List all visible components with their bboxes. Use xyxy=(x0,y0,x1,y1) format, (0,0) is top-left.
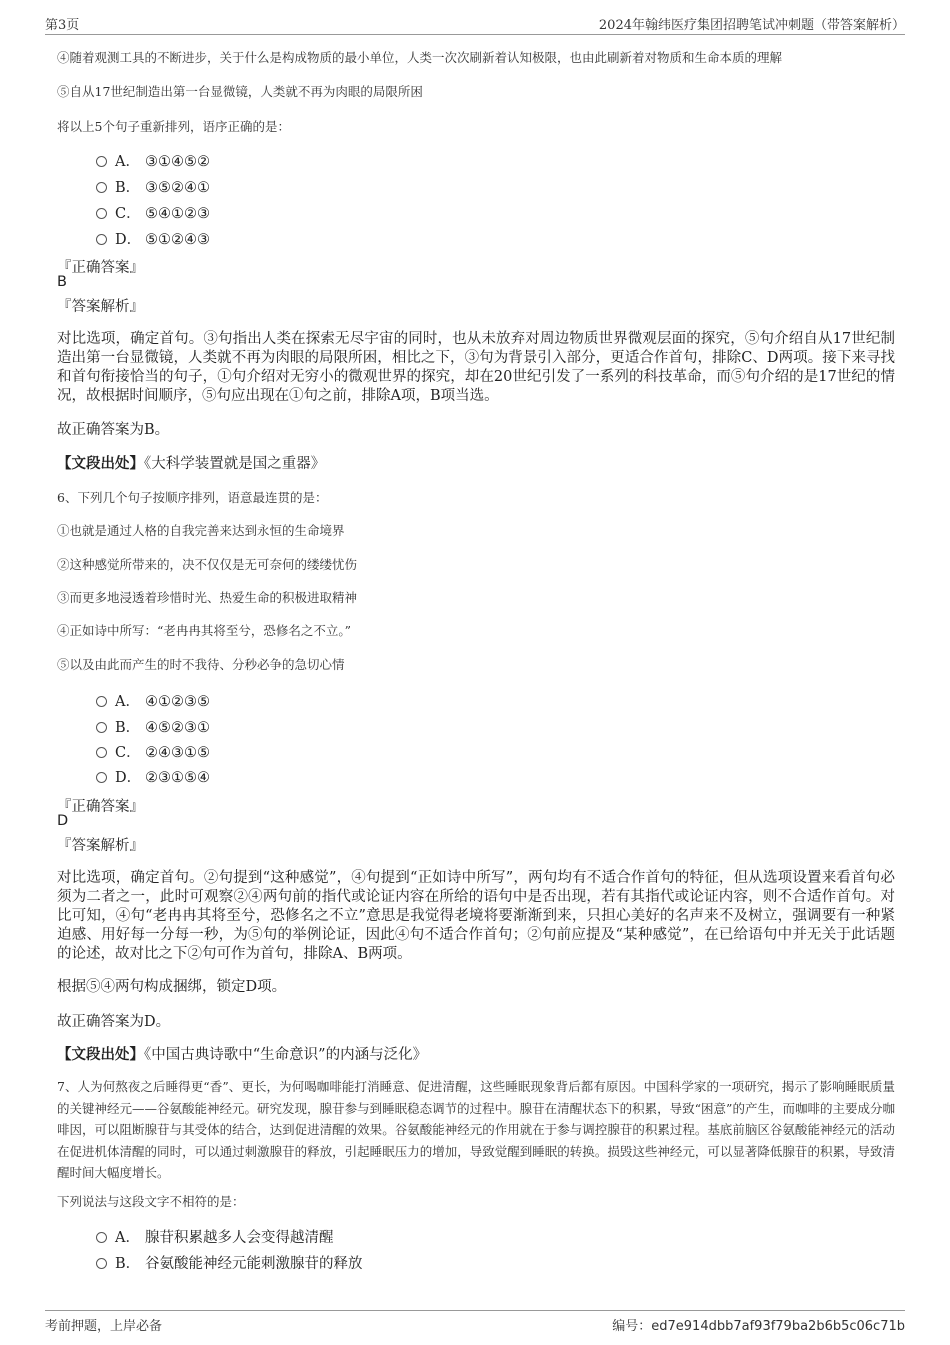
q6-sentence-5: ⑤以及由此而产生的时不我待、分秒必争的急切心情 xyxy=(57,657,345,672)
q7-prompt: 下列说法与这段文字不相符的是： xyxy=(57,1194,245,1209)
radio-icon[interactable] xyxy=(96,696,107,707)
q5-prompt: 将以上5个句子重新排列，语序正确的是： xyxy=(57,119,290,134)
q6-analysis: 对比选项，确定首句。②句提到“这种感觉”，④句提到“正如诗中所写”，两句均有不适合作首句的特征，但从选项设置来看首句必须为二者之一，此时可观察②④两句前的指代或论证内容在所给的语句中是否出现，若有其指代或论证内容，则不合适作首句。对比可知，④句“老冉冉其将至兮，恐修名之不立”意思是我觉得老境将要渐渐到来，只担心美好的名声来不及树立，强调要有一种紧迫感、用好每一分每一秒，为⑤句的举例论证，因此④句不适合作首句；②句前应提及“某种感觉”，在已给语句中并无关于此话题的论述，故对比之下②句可作为首句，排除A、B两项。 xyxy=(57,870,895,962)
q6-source xyxy=(57,1043,427,1064)
q6-sentence-1: ①也就是通过人格的自我完善来达到永恒的生命境界 xyxy=(57,523,345,538)
radio-icon[interactable] xyxy=(96,1258,107,1269)
q6-option-d[interactable]: D． ②③①⑤④ xyxy=(96,766,210,787)
radio-icon[interactable] xyxy=(96,772,107,783)
q7-option-a[interactable]: A． 腺苷积累越多人会变得越清醒 xyxy=(96,1226,334,1247)
q5-option-c[interactable]: C． ⑤④①②③ xyxy=(96,202,210,223)
q6-answer: D xyxy=(57,813,69,829)
q6-answer-label: 『正确答案』 xyxy=(57,799,144,815)
page-number: 第3页 xyxy=(45,18,80,33)
q6-sentence-3: ③而更多地浸透着珍惜时光、热爱生命的积极进取精神 xyxy=(57,590,358,605)
radio-icon[interactable] xyxy=(96,747,107,758)
q6-option-b[interactable]: B． ④⑤②③① xyxy=(96,716,210,737)
q6-binding: 根据⑤④两句构成捆绑，锁定D项。 xyxy=(57,979,287,995)
q5-answer: B xyxy=(57,274,67,290)
radio-icon[interactable] xyxy=(96,1232,107,1243)
q5-sentence-4: ④随着观测工具的不断进步，关于什么是构成物质的最小单位，人类一次次刷新着认知极限，也由此刷新着对物质和生命本质的理解 xyxy=(57,50,783,65)
source-title: 《中国古典诗歌中“生命意识”的内涵与泛化》 xyxy=(144,1047,428,1063)
radio-icon[interactable] xyxy=(96,182,107,193)
q6-conclusion: 故正确答案为D。 xyxy=(57,1014,171,1030)
q6-sentence-2: ②这种感觉所带来的，决不仅仅是无可奈何的缕缕忧伤 xyxy=(57,557,358,572)
source-label: 【文段出处】 xyxy=(57,455,144,472)
q6-analysis-label: 『答案解析』 xyxy=(57,838,144,854)
radio-icon[interactable] xyxy=(96,208,107,219)
page-header xyxy=(45,14,905,35)
q5-source xyxy=(57,452,325,473)
page-footer xyxy=(45,1310,905,1336)
source-title: 《大科学装置就是国之重器》 xyxy=(144,456,326,472)
q6-sentence-4: ④正如诗中所写：“老冉冉其将至兮，恐修名之不立。” xyxy=(57,623,352,638)
source-label: 【文段出处】 xyxy=(57,1046,144,1063)
radio-icon[interactable] xyxy=(96,722,107,733)
q5-sentence-5: ⑤自从17世纪制造出第一台显微镜，人类就不再为肉眼的局限所困 xyxy=(57,84,423,99)
q5-analysis: 对比选项，确定首句。③句指出人类在探索无尽宇宙的同时，也从未放弃对周边物质世界微观层面的探究，⑤句介绍自从17世纪制造出第一台显微镜，人类就不再为肉眼的局限所困，相比之下，③句为背景引入部分，更适合作首句，排除C、D两项。接下来寻找和首句衔接恰当的句子，①句介绍对无穷小的微观世界的探究，却在20世纪引发了一系列的科技革命，而⑤句介绍的是17世纪的情况，故根据时间顺序，⑤句应出现在①句之前，排除A项，B项当选。 xyxy=(57,331,895,404)
radio-icon[interactable] xyxy=(96,234,107,245)
radio-icon[interactable] xyxy=(96,156,107,167)
document-code: 编号：ed7e914dbb7af93f79ba2b6b5c06c71b xyxy=(612,1319,905,1334)
q6-option-a[interactable]: A． ④①②③⑤ xyxy=(96,690,210,711)
document-title: 2024年翰纬医疗集团招聘笔试冲刺题（带答案解析） xyxy=(598,18,905,33)
q6-stem: 6、下列几个句子按顺序排列，语意最连贯的是： xyxy=(57,490,328,505)
q5-option-a[interactable]: A． ③①④⑤② xyxy=(96,150,210,171)
footer-slogan: 考前押题，上岸必备 xyxy=(45,1319,163,1334)
q5-option-b[interactable]: B． ③⑤②④① xyxy=(96,176,210,197)
q7-option-b[interactable]: B． 谷氨酸能神经元能刺激腺苷的释放 xyxy=(96,1252,363,1273)
q5-analysis-label: 『答案解析』 xyxy=(57,299,144,315)
q5-conclusion: 故正确答案为B。 xyxy=(57,422,170,438)
q5-answer-label: 『正确答案』 xyxy=(57,260,144,276)
q5-option-d[interactable]: D． ⑤①②④③ xyxy=(96,228,210,249)
q7-stem: 7、人为何熬夜之后睡得更“香”、更长，为何喝咖啡能打消睡意、促进清醒，这些睡眠现象背后都有原因。中国科学家的一项研究，揭示了影响睡眠质量的关键神经元——谷氨酸能神经元。研究发现，腺苷参与到睡眠稳态调节的过程中。腺苷在清醒状态下的积累，导致“困意”的产生，而咖啡的主要成分咖啡因，可以阻断腺苷与其受体的结合，达到促进清醒的效果。谷氨酸能神经元的作用就在于参与调控腺苷的积累过程。基底前脑区谷氨酸能神经元的活动在促进机体清醒的同时，可以通过刺激腺苷的释放，引起睡眠压力的增加，导致觉醒到睡眠的转换。损毁这些神经元，可以显著降低腺苷的积累，导致清醒时间大幅度增长。 xyxy=(57,1079,895,1180)
q6-option-c[interactable]: C． ②④③①⑤ xyxy=(96,741,210,762)
